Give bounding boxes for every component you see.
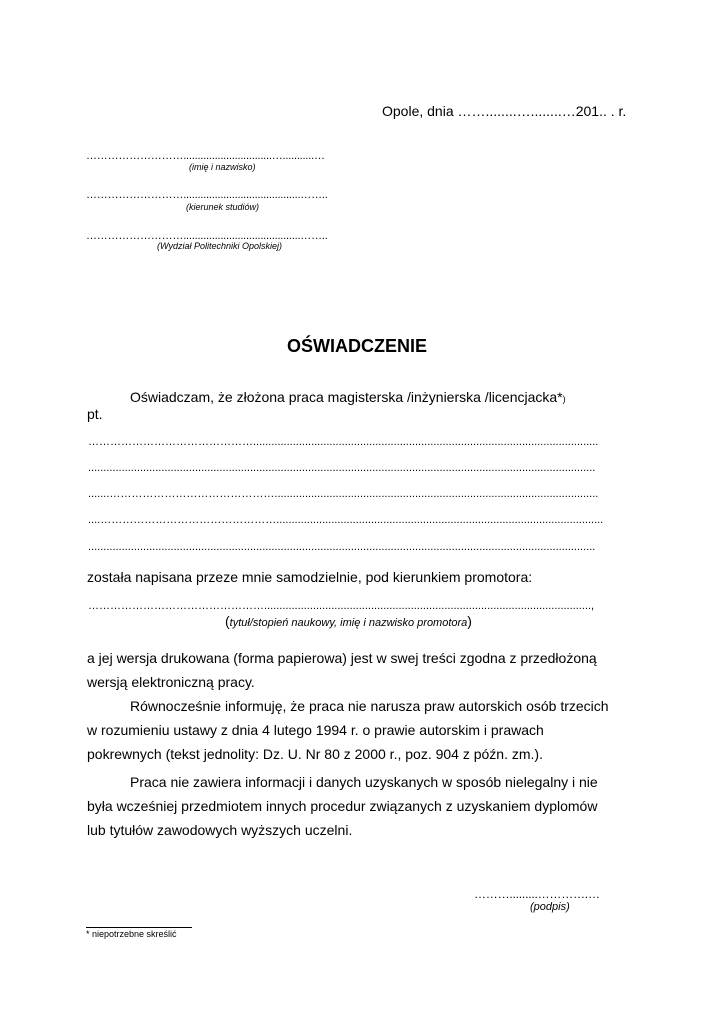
paragraph-1-line-1: a jej wersja drukowana (forma papierowa) jest w swej treści zgodna z przedłożoną [87, 650, 597, 666]
study-field-label: (kierunek studiów) [186, 202, 260, 212]
signature-dots: ……….........………….… [474, 887, 600, 901]
faculty-field-dots: ……………………….........................................…….. [86, 230, 328, 242]
paragraph-2-line-1: Równocześnie informuję, że praca nie narusza praw autorskich osób trzecich [130, 698, 609, 714]
footnote-text: * niepotrzebne skreślić [86, 929, 177, 939]
promoter-intro: została napisana przeze mnie samodzielnie, pod kierunkiem promotora: [87, 569, 533, 585]
place-date: Opole, dnia ……........…........…201.. . r. [382, 103, 627, 119]
thesis-title-line-2: ...................................................................................................................................................................... [88, 462, 596, 474]
promoter-label-open: ( [225, 613, 230, 629]
thesis-title-line-4: ....…………………………………………........................................................................................................... [88, 514, 604, 526]
name-field-dots: ………………………...............................…...........… [86, 150, 325, 162]
study-field-dots: ……………………….........................................…….. [86, 189, 328, 201]
paragraph-1-line-2: wersją elektroniczną pracy. [87, 674, 255, 690]
thesis-title-line-5: ...................................................................................................................................................................... [88, 541, 596, 553]
name-field-label: (imię i nazwisko) [189, 162, 256, 172]
paragraph-2-line-3: pokrewnych (tekst jednolity: Dz. U. Nr 80 z 2000 r., poz. 904 z późn. zm.). [87, 746, 543, 762]
paragraph-3-line-1: Praca nie zawiera informacji i danych uzyskanych w sposób nielegalny i nie [130, 774, 598, 790]
thesis-title-line-3: .......……………………………………….......................................................................................................... [88, 488, 599, 500]
paragraph-3-line-3: lub tytułów zawodowych wyższych uczelni. [87, 822, 353, 838]
declaration-suffix: ) [562, 394, 566, 404]
faculty-field-label: (Wydział Politechniki Opolskiej) [157, 241, 283, 251]
declaration-text: Oświadczam, że złożona praca magisterska /inżynierska /licencjacka* [130, 389, 563, 405]
signature-label: (podpis) [530, 901, 570, 913]
footnote-divider [86, 927, 192, 928]
document-title: OŚWIADCZENIE [287, 336, 428, 356]
paragraph-2-line-2: w rozumieniu ustawy z dnia 4 lutego 1994 r. o prawie autorskim i prawach [87, 722, 544, 738]
promoter-label [225, 613, 472, 631]
declaration-line-1 [130, 389, 566, 405]
promoter-label-text: tytuł/stopień naukowy, imię i nazwisko promotora [229, 617, 468, 629]
declaration-line-2: pt. [87, 406, 103, 422]
thesis-title-line-1: ………………………………………................................................................................................................. [88, 436, 599, 448]
paragraph-3-line-2: była wcześniej przedmiotem innych procedur związanych z uzyskaniem dyplomów [87, 798, 598, 814]
promoter-label-close: ) [467, 613, 472, 629]
promoter-dots: …………………………………………..........................................................................................................., [88, 600, 595, 612]
